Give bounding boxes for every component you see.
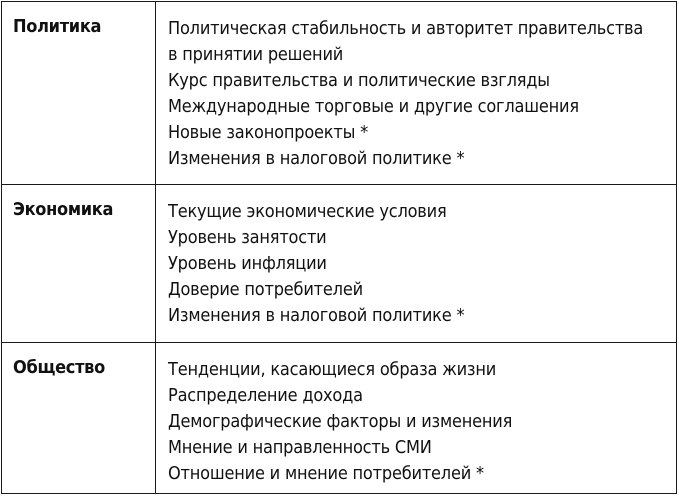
- list-item: Демографические факторы и изменения: [168, 411, 513, 432]
- list-item: Доверие потребителей: [168, 279, 363, 300]
- list-item: Курс правительства и политические взгляды: [168, 70, 550, 91]
- list-item: в принятии решений: [168, 44, 344, 65]
- list-item: Международные торговые и другие соглашения: [168, 96, 579, 117]
- factors-table: [1, 1, 677, 494]
- list-item: Уровень занятости: [168, 227, 327, 248]
- list-item: Текущие экономические условия: [168, 201, 447, 222]
- factor-list: [156, 185, 676, 343]
- list-item: Новые законопроекты *: [168, 122, 369, 143]
- category-label: Общество: [2, 343, 156, 493]
- list-item: Отношение и мнение потребителей *: [168, 463, 484, 484]
- factor-list: [156, 2, 676, 185]
- list-item: Распределение дохода: [168, 385, 363, 406]
- list-item: Тенденции, касающиеся образа жизни: [168, 359, 497, 380]
- list-item: Уровень инфляции: [168, 253, 327, 274]
- category-label: Экономика: [2, 185, 156, 343]
- category-label: Политика: [2, 2, 156, 185]
- list-item: Мнение и направленность СМИ: [168, 437, 432, 458]
- factor-list: [156, 343, 676, 493]
- list-item: Изменения в налоговой политике *: [168, 305, 465, 326]
- list-item: Политическая стабильность и авторитет правительства: [168, 18, 644, 39]
- list-item: Изменения в налоговой политике *: [168, 148, 465, 169]
